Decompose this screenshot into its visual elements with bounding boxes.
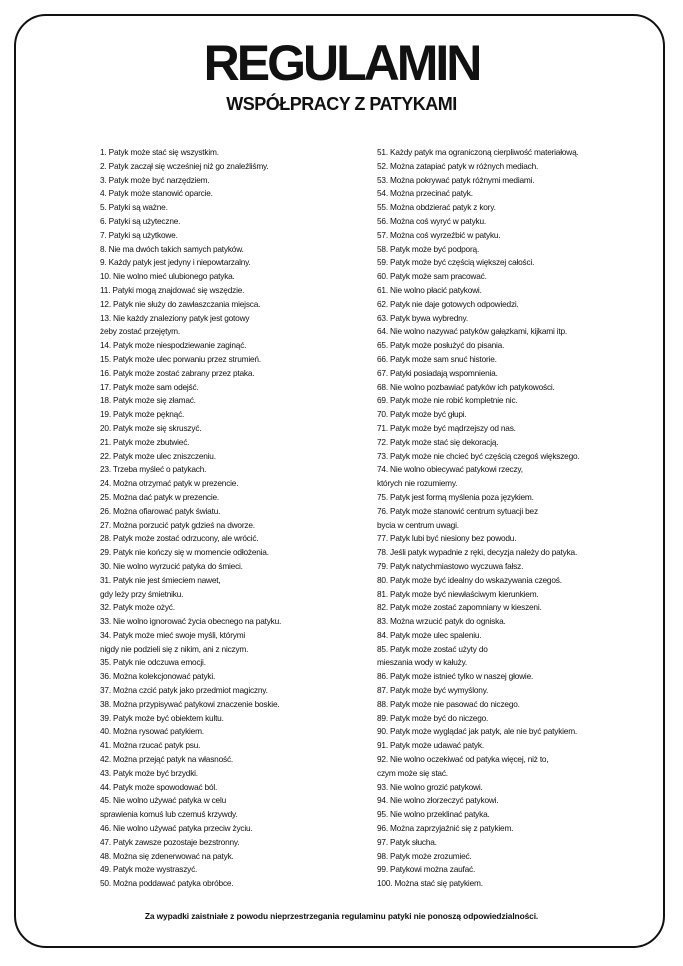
rule-line: których nie rozumiemy. [377,478,458,489]
rule-line: 45. Nie wolno używać patyka w celu [100,795,227,806]
rule-line: gdy leży przy śmietniku. [100,588,184,599]
rule-line: 61. Nie wolno płacić patykowi. [377,284,482,295]
rule-line: sprawienia komuś lub czemuś krzywdy. [100,809,238,820]
rule-line: 40. Można rysować patykiem. [100,726,204,737]
rule-line: 33. Nie wolno ignorować życia obecnego na patyku. [100,616,282,627]
rule-line: 71. Patyk może być mądrzejszy od nas. [377,422,516,433]
rule-line: bycia w centrum uwagi. [377,519,459,530]
rule-line: 36. Można kolekcjonować patyki. [100,671,216,682]
rule-line: 11. Patyki mogą znajdować się wszędzie. [100,284,245,295]
rule-line: 76. Patyk może stanowić centrum sytuacji bez [377,505,538,516]
rule-line: 20. Patyk może się skruszyć. [100,422,202,433]
rule-line: 74. Nie wolno obiecywać patykowi rzeczy, [377,464,523,475]
rule-line: 12. Patyk nie służy do zawłaszczania miejsca. [100,298,261,309]
rule-line: 43. Patyk może być brzydki. [100,767,198,778]
rule-line: 25. Można dać patyk w prezencie. [100,491,220,502]
rule-line: 56. Można coś wyryć w patyku. [377,215,487,226]
rule-line: 100. Można stać się patykiem. [377,878,483,889]
rule-line: 99. Patykowi można zaufać. [377,864,476,875]
rule-line: 51. Każdy patyk ma ograniczoną cierpliwość materiałową. [377,147,579,157]
rule-line: 87. Patyk może być wymyślony. [377,685,489,696]
rule-line: 65. Patyk może posłużyć do pisania. [377,340,505,351]
rule-line: 23. Trzeba myśleć o patykach. [100,464,207,475]
rule-line: 60. Patyk może sam pracować. [377,271,487,282]
rule-line: 54. Można przecinać patyk. [377,188,473,199]
rule-line: 98. Patyk może zrozumieć. [377,850,472,861]
rule-line: 77. Patyk lubi być niesiony bez powodu. [377,533,517,544]
rule-line: czym może się stać. [377,767,448,778]
rule-line: 89. Patyk może być do niczego. [377,712,489,723]
rule-line: 16. Patyk może zostać zabrany przez ptaka. [100,367,255,378]
rule-line: 92. Nie wolno oczekiwać od patyka więcej, niż to, [377,754,549,765]
rule-line: 58. Patyk może być podporą. [377,243,480,254]
rule-line: 14. Patyk może niespodziewanie zaginąć. [100,340,247,351]
rule-line: 1. Patyk może stać się wszystkim. [100,147,219,157]
rule-line: 97. Patyk słucha. [377,836,437,847]
rule-line: 37. Można czcić patyk jako przedmiot magiczny. [100,685,268,696]
rule-line: 66. Patyk może sam snuć historie. [377,353,497,364]
document-subtitle: WSPÓŁPRACY Z PATYKAMI [226,94,457,114]
rule-line: 49. Patyk może wystraszyć. [100,864,198,875]
rule-line: 30. Nie wolno wyrzucić patyka do śmieci. [100,560,243,571]
rule-line: 48. Można się zdenerwować na patyk. [100,850,234,861]
rule-line: 72. Patyk może stać się dekoracją. [377,436,499,447]
rule-line: 15. Patyk może ulec porwaniu przez strumień. [100,353,261,364]
rule-line: 39. Patyk może być obiektem kultu. [100,712,224,723]
rule-line: 44. Patyk może spowodować ból. [100,781,218,792]
rule-line: 10. Nie wolno mieć ulubionego patyka. [100,271,235,282]
rule-line: 86. Patyk może istnieć tylko w naszej głowie. [377,671,534,682]
rules-list-left [100,146,370,891]
rule-line: żeby zostać przejętym. [100,326,180,337]
rule-line: 67. Patyki posiadają wspomnienia. [377,367,498,378]
rule-line: 82. Patyk może zostać zapomniany w kieszeni. [377,602,542,613]
rule-line: 4. Patyk może stanowić oparcie. [100,188,213,199]
rule-line: mieszania wody w kałuży. [377,657,468,668]
rule-line: 24. Można otrzymać patyk w prezencie. [100,478,239,489]
rule-line: 38. Można przypisywać patykowi znaczenie boskie. [100,698,280,709]
rule-line: 52. Można zatapiać patyk w różnych mediach. [377,160,539,171]
rule-line: 19. Patyk może pęknąć. [100,409,185,420]
rule-line: 57. Można coś wyrzeźbić w patyku. [377,229,501,240]
rule-line: 81. Patyk może być niewłaściwym kierunkiem. [377,588,539,599]
rule-line: 46. Nie wolno używać patyka przeciw życiu. [100,823,253,834]
rule-line: 55. Można obdzierać patyk z kory. [377,202,496,213]
rule-line: 84. Patyk może ulec spaleniu. [377,629,482,640]
rule-line: 7. Patyki są użytkowe. [100,229,178,240]
rule-line: 21. Patyk może zbutwieć. [100,436,190,447]
rule-line: 42. Można przejąć patyk na własność. [100,754,233,765]
rule-line: 88. Patyk może nie pasować do niczego. [377,698,520,709]
rule-line: 9. Każdy patyk jest jedyny i niepowtarzalny. [100,257,251,268]
rule-line: 90. Patyk może wyglądać jak patyk, ale nie być patykiem. [377,726,578,737]
rule-line: 34. Patyk może mieć swoje myśli, którymi [100,629,246,640]
rule-line: 17. Patyk może sam odejść. [100,381,199,392]
rule-line: 53. Można pokrywać patyk różnymi mediami. [377,174,535,185]
rule-line: 91. Patyk może udawać patyk. [377,740,484,751]
rule-line: 3. Patyk może być narzędziem. [100,174,210,185]
rule-line: 8. Nie ma dwóch takich samych patyków. [100,243,244,254]
rule-line: 79. Patyk natychmiastowo wyczuwa fałsz. [377,560,524,571]
rule-line: 83. Można wrzucić patyk do ogniska. [377,616,506,627]
rule-line: 85. Patyk może zostać użyty do [377,643,488,654]
rule-line: 95. Nie wolno przeklinać patyka. [377,809,490,820]
rule-line: 26. Można ofiarować patyk światu. [100,505,221,516]
rule-line: 63. Patyk bywa wybredny. [377,312,468,323]
rule-line: 28. Patyk może zostać odrzucony, ale wrócić. [100,533,259,544]
rule-line: 6. Patyki są użyteczne. [100,215,181,226]
rule-line: 27. Można porzucić patyk gdzieś na dworze. [100,519,255,530]
rule-line: 18. Patyk może się złamać. [100,395,196,406]
rule-line: 59. Patyk może być częścią większej całości. [377,257,535,268]
rule-line: 32. Patyk może ożyć. [100,602,175,613]
rule-line: 62. Patyk nie daje gotowych odpowiedzi. [377,298,519,309]
rule-line: 41. Można rzucać patyk psu. [100,740,201,751]
rule-line: 70. Patyk może być głupi. [377,409,467,420]
rule-line: 93. Nie wolno grozić patykowi. [377,781,483,792]
rule-line: 2. Patyk zaczął się wcześniej niż go znaleźliśmy. [100,160,269,171]
rule-line: 31. Patyk nie jest śmieciem nawet, [100,574,221,585]
rule-line: 75. Patyk jest formą myślenia poza językiem. [377,491,534,502]
rule-line: 29. Patyk nie kończy się w momencie odłożenia. [100,547,269,558]
rule-line: 5. Patyki są ważne. [100,202,168,213]
rule-line: 96. Można zaprzyjaźnić się z patykiem. [377,823,514,834]
rule-line: 69. Patyk może nie robić kompletnie nic. [377,395,518,406]
rule-line: 73. Patyk może nie chcieć być częścią czegoś większego. [377,450,580,461]
rule-line: 78. Jeśli patyk wypadnie z ręki, decyzja należy do patyka. [377,547,578,558]
rule-line: 80. Patyk może być idealny do wskazywania czegoś. [377,574,562,585]
rule-line: 64. Nie wolno nazywać patyków gałązkami, kijkami itp. [377,326,567,337]
rule-line: 13. Nie każdy znaleziony patyk jest gotowy [100,312,250,323]
rule-line: nigdy nie podzieli się z nikim, ani z niczym. [100,643,249,654]
rule-line: 35. Patyk nie odczuwa emocji. [100,657,206,668]
rule-line: 22. Patyk może ulec zniszczeniu. [100,450,216,461]
rules-list-right [377,146,657,891]
document-title: REGULAMIN [203,35,480,91]
rule-line: 94. Nie wolno złorzeczyć patykowi. [377,795,499,806]
rule-line: 68. Nie wolno pozbawiać patyków ich patykowości. [377,381,555,392]
rule-line: 50. Można poddawać patyka obróbce. [100,878,234,889]
disclaimer: Za wypadki zaistniałe z powodu nieprzestrzegania regulaminu patyki nie ponoszą odpowiedzialności. [144,911,539,921]
rule-line: 47. Patyk zawsze pozostaje bezstronny. [100,836,240,847]
